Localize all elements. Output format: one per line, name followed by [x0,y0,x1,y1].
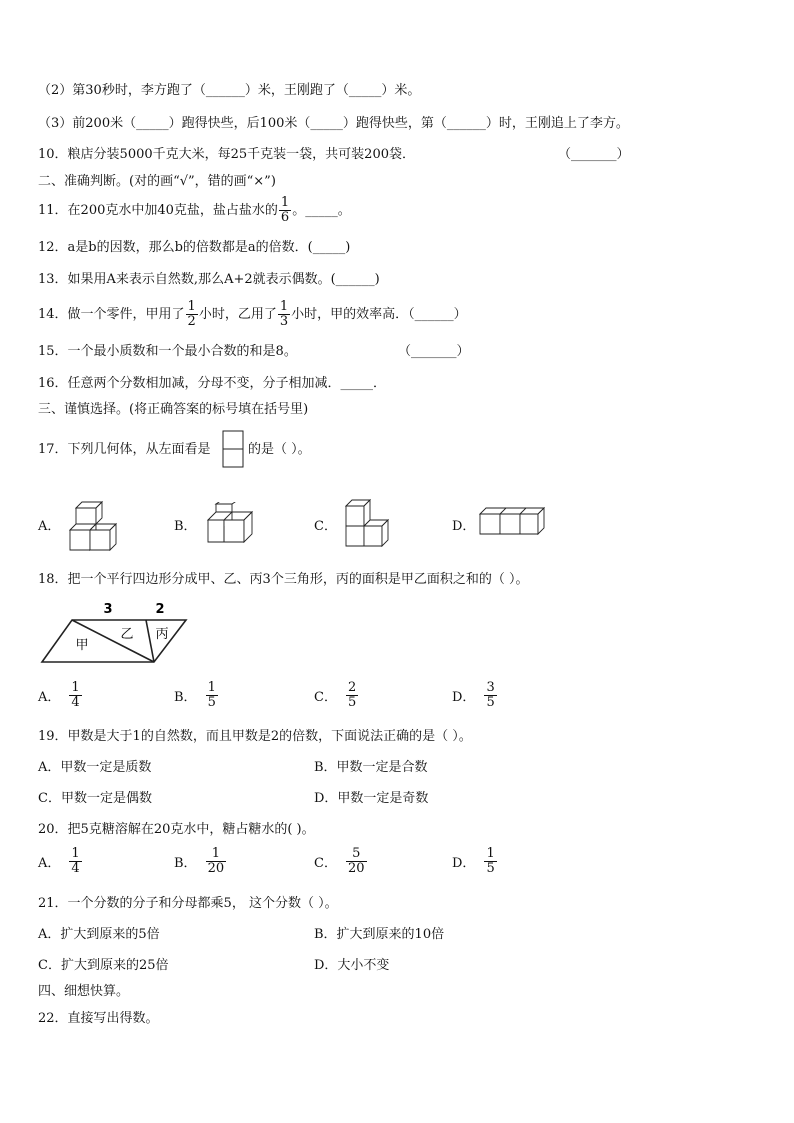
q10-answer-blank[interactable]: （_______） [558,147,630,162]
q20-option-c[interactable]: C． $\frac{5}{20}$ [314,846,365,876]
q17-text: 17．下列几何体，从左面看是 [38,442,211,457]
q18-parallelogram-figure [38,600,194,666]
q14 [38,298,467,332]
q11-answer-blank[interactable]: 。_____。 [292,203,351,218]
q17-option-b-solid-icon[interactable] [204,502,258,546]
section3-heading: 三、谨慎选择。(将正确答案的标号填在括号里) [38,402,309,417]
q21-option-b[interactable]: B．扩大到原来的10倍 [314,927,445,942]
q14-answer-blank[interactable]: 小时，甲的效率高．（______） [291,307,467,322]
q18-figure-yi: 乙 [120,627,134,642]
q21-text: 21．一个分数的分子和分母都乘5， 这个分数（ ）。 [38,896,338,911]
q19-option-b[interactable]: B．甲数一定是合数 [314,760,428,775]
q20-text: 20．把5克糖溶解在20克水中，糖占糖水的( )。 [38,822,315,837]
q17 [38,442,211,458]
q17-option-d-solid-icon[interactable] [476,504,546,536]
q14-text-b: 小时，乙用了 [198,307,277,322]
q18-option-b[interactable]: B． $\frac{1}{5}$ [174,680,216,710]
q18-option-d[interactable]: D． $\frac{3}{5}$ [452,680,495,710]
q19-option-d[interactable]: D．甲数一定是奇数 [314,791,429,806]
q17-text-after: 的是（ ）。 [248,442,311,457]
q13-text: 13．如果用A来表示自然数,那么A+2就表示偶数。(______) [38,272,380,287]
q21-option-c[interactable]: C．扩大到原来的25倍 [38,958,169,973]
q18-text: 18．把一个平行四边形分成甲、乙、丙3个三角形，丙的面积是甲乙面积之和的（ ）。 [38,572,529,587]
q14-fraction-yi: $\frac{1}{3}$ [279,299,289,329]
q20-option-b[interactable]: B． $\frac{1}{20}$ [174,846,225,876]
q17-option-c-label[interactable]: C． [314,519,337,534]
q9-sub2: （2）第30秒时，李方跑了（______）米，王刚跑了（_____）米。 [38,83,421,98]
q21-option-a[interactable]: A．扩大到原来的5倍 [38,927,160,942]
q18-figure-label-2: 2 [155,602,165,617]
q17-option-b-label[interactable]: B． [174,519,197,534]
q11-text: 11．在200克水中加40克盐，盐占盐水的 [38,203,278,218]
q12-text: 12．a是b的因数，那么b的倍数都是a的倍数．(_____) [38,240,351,255]
q19-option-c[interactable]: C．甲数一定是偶数 [38,791,152,806]
q22-text: 22．直接写出得数。 [38,1011,159,1026]
q15-answer-blank[interactable]: （_______） [398,344,470,359]
q14-fraction-jia: $\frac{1}{2}$ [187,299,196,329]
q10-text: 10．粮店分装5000千克大米，每25千克装一袋，共可装200袋． [38,147,415,162]
q17-option-d-label[interactable]: D． [452,519,476,534]
q14-text-a: 14．做一个零件，甲用了 [38,307,185,322]
q16-text: 16．任意两个分数相加减，分母不变，分子相加减．_____． [38,376,387,391]
q17-option-a-label[interactable]: A． [38,519,61,534]
q18-option-c[interactable]: C． $\frac{2}{5}$ [314,680,357,710]
q11-fraction: $\frac{1}{6}$ [280,195,290,225]
q17-left-view-icon [222,430,246,470]
q15-text: 15．一个最小质数和一个最小合数的和是8。 [38,344,297,359]
section4-heading: 四、细想快算。 [38,984,130,999]
section2-heading: 二、准确判断。(对的画“√”，错的画“×”) [38,174,276,189]
q17-option-a-solid-icon[interactable] [66,496,122,552]
q18-figure-bing: 丙 [155,627,169,642]
q19-text: 19．甲数是大于1的自然数，而且甲数是2的倍数，下面说法正确的是（ ）。 [38,729,472,744]
q11 [38,194,351,228]
q20-option-a[interactable]: A． $\frac{1}{4}$ [38,846,80,876]
q20-option-d[interactable]: D． $\frac{1}{5}$ [452,846,495,876]
q18-option-a[interactable]: A． $\frac{1}{4}$ [38,680,80,710]
q19-option-a[interactable]: A．甲数一定是质数 [38,760,152,775]
q21-option-d[interactable]: D．大小不变 [314,958,390,973]
q9-sub3: （3）前200米（_____）跑得快些，后100米（_____）跑得快些，第（______）时，王刚追上了李方。 [38,116,629,131]
q17-option-c-solid-icon[interactable] [342,498,392,550]
q18-figure-label-3: 3 [103,602,113,617]
q18-figure-jia: 甲 [75,638,89,653]
